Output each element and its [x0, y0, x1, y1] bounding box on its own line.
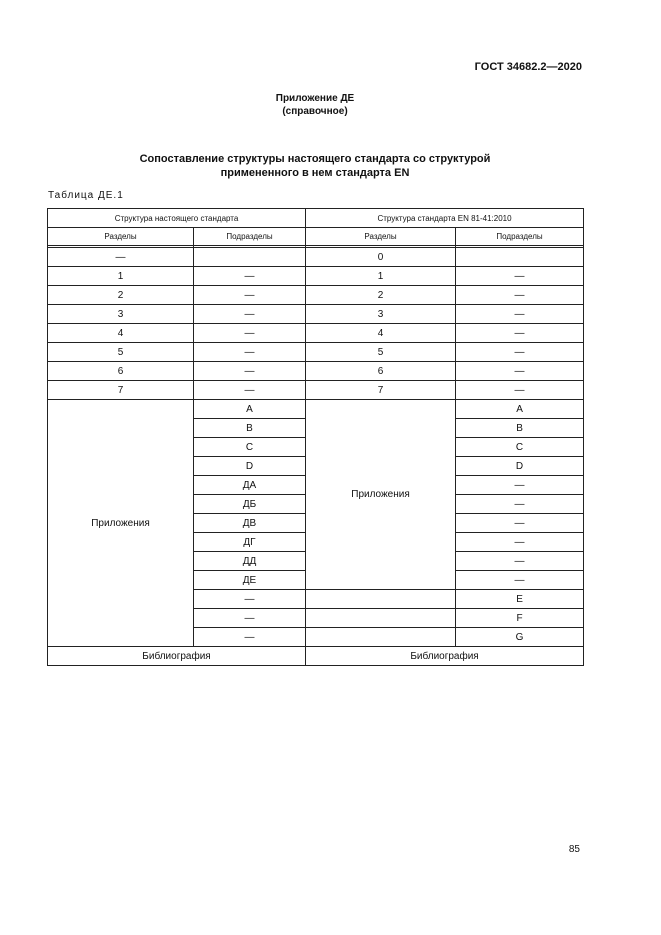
- cell: —: [194, 628, 306, 647]
- cell: С: [194, 438, 306, 457]
- cell: 0: [306, 248, 456, 267]
- cell: А: [194, 400, 306, 419]
- cell: [306, 628, 456, 647]
- cell: 6: [306, 362, 456, 381]
- cell: —: [194, 286, 306, 305]
- cell: 4: [48, 324, 194, 343]
- table-caption: [0, 152, 630, 180]
- cell: 2: [306, 286, 456, 305]
- cell: [306, 590, 456, 609]
- table-label: Таблица ДЕ.1: [48, 190, 124, 201]
- appendix-heading: [0, 92, 630, 118]
- table-row: [48, 305, 584, 324]
- cell: F: [456, 609, 584, 628]
- cell: 7: [48, 381, 194, 400]
- table-group-header-row: [48, 209, 584, 228]
- annex-right-label: Приложения: [306, 400, 456, 590]
- header-subsections: Подразделы: [194, 228, 306, 246]
- cell: ДЕ: [194, 571, 306, 590]
- cell: —: [456, 476, 584, 495]
- cell: —: [456, 552, 584, 571]
- cell: —: [48, 248, 194, 267]
- cell: 3: [306, 305, 456, 324]
- appendix-subtitle: (справочное): [282, 106, 348, 117]
- table-row: [48, 381, 584, 400]
- header-sections-en: Разделы: [306, 228, 456, 246]
- cell: —: [456, 571, 584, 590]
- cell: А: [456, 400, 584, 419]
- cell: 7: [306, 381, 456, 400]
- cell: ДБ: [194, 495, 306, 514]
- cell: 4: [306, 324, 456, 343]
- cell: В: [194, 419, 306, 438]
- cell: 2: [48, 286, 194, 305]
- cell: —: [194, 267, 306, 286]
- comparison-table: [47, 208, 584, 666]
- cell: С: [456, 438, 584, 457]
- cell: [456, 248, 584, 267]
- cell: —: [456, 343, 584, 362]
- cell: D: [456, 457, 584, 476]
- cell: —: [194, 343, 306, 362]
- cell: E: [456, 590, 584, 609]
- cell: 1: [306, 267, 456, 286]
- table-row: [48, 400, 584, 419]
- cell: ДД: [194, 552, 306, 571]
- table-row: [48, 267, 584, 286]
- cell: 5: [48, 343, 194, 362]
- header-left-group: Структура настоящего стандарта: [48, 209, 306, 228]
- cell: ДГ: [194, 533, 306, 552]
- table-row: [48, 248, 584, 267]
- cell: 3: [48, 305, 194, 324]
- header-right-group: Структура стандарта EN 81-41:2010: [306, 209, 584, 228]
- bibliography-left: Библиография: [48, 647, 306, 666]
- cell: —: [194, 305, 306, 324]
- cell: В: [456, 419, 584, 438]
- cell: 5: [306, 343, 456, 362]
- cell: —: [456, 381, 584, 400]
- cell: —: [194, 362, 306, 381]
- cell: 6: [48, 362, 194, 381]
- appendix-title: Приложение ДЕ: [275, 93, 355, 104]
- caption-line-1: Сопоставление структуры настоящего стандарта со структурой: [139, 153, 491, 165]
- cell: —: [456, 514, 584, 533]
- table-row: [48, 286, 584, 305]
- cell: —: [456, 533, 584, 552]
- table-row: [48, 324, 584, 343]
- cell: 1: [48, 267, 194, 286]
- bibliography-row: [48, 647, 584, 666]
- cell: ДА: [194, 476, 306, 495]
- cell: [306, 609, 456, 628]
- table-row: [48, 343, 584, 362]
- header-sections: Разделы: [48, 228, 194, 246]
- table-row: [48, 362, 584, 381]
- cell: —: [456, 362, 584, 381]
- cell: —: [456, 495, 584, 514]
- page-number: 85: [568, 844, 580, 855]
- table-column-header-row: [48, 228, 584, 246]
- header-subsections-en: Подразделы: [456, 228, 584, 246]
- cell: —: [456, 324, 584, 343]
- cell: —: [456, 286, 584, 305]
- bibliography-right: Библиография: [306, 647, 584, 666]
- cell: D: [194, 457, 306, 476]
- cell: ДВ: [194, 514, 306, 533]
- caption-line-2: примененного в нем стандарта EN: [220, 167, 410, 179]
- cell: —: [194, 324, 306, 343]
- annex-left-label: Приложения: [48, 400, 194, 647]
- cell: —: [456, 305, 584, 324]
- cell: G: [456, 628, 584, 647]
- cell: —: [194, 590, 306, 609]
- cell: —: [456, 267, 584, 286]
- document-code: ГОСТ 34682.2—2020: [474, 61, 582, 73]
- cell: —: [194, 381, 306, 400]
- cell: —: [194, 609, 306, 628]
- cell: [194, 248, 306, 267]
